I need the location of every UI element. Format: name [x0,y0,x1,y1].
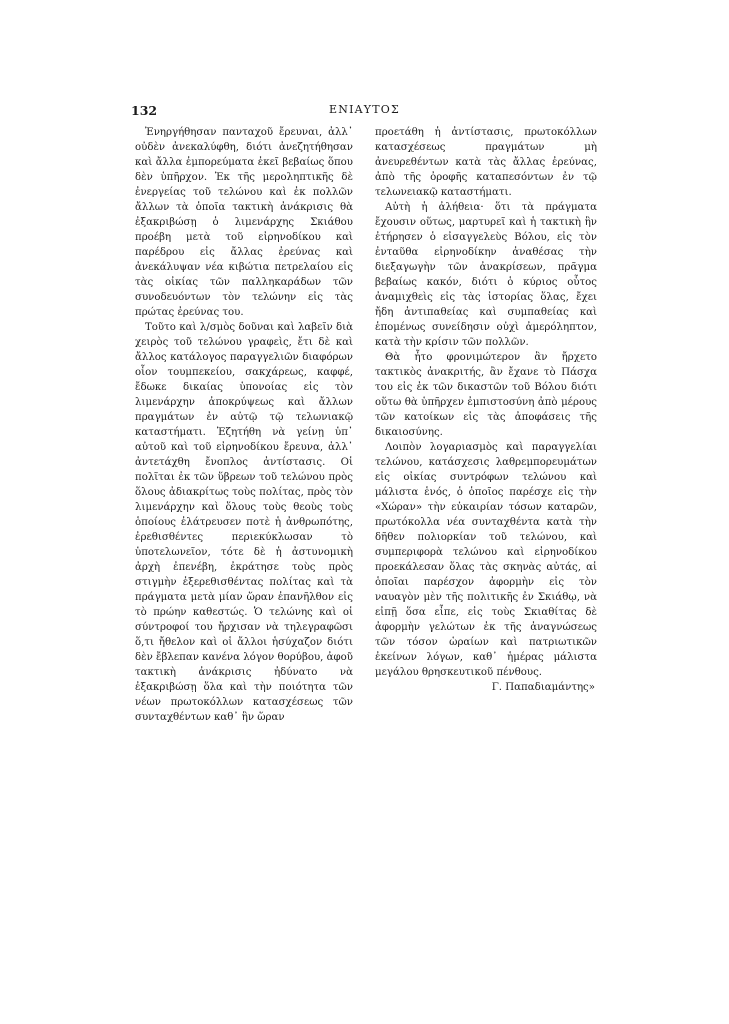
paragraph: προετάθη ἡ ἀντίστασις, πρωτοκόλλων κατασχέσεως πραγμάτων μὴ ἀνευρεθέντων κατὰ τὰς ἄλλας ἐρεύνας, ἀπὸ τῆς ὀροφῆς καταπεσόντων ἐν τῷ τελωνειακῷ καταστήματι. [375,127,597,198]
right-text-column [375,125,597,695]
running-head: ΕΝΙΑΥΤΟΣ [329,103,400,116]
paragraph: Λοιπὸν λογαριασμὸς καὶ παραγγελίαι τελώνου, κατάσχεσις λαθρεμπορευμάτων εἰς οἰκίας συντρόφων τελώνου καὶ μάλιστα ἑνός, ὁ ὁποῖος παρέσχε εἰς τὴν «Χώραν» τὴν εὐκαιρίαν τόσων καταρῶν, πρωτόκολλα νέα συνταχθέντα κατὰ τὴν δῆθεν πολιορκίαν τοῦ τελώνου, καὶ συμπεριφορὰ τελώνου καὶ εἰρηνοδίκου προεκάλεσαν ὅλας τὰς σκηνὰς αὐτάς, αἱ ὁποῖαι παρέσχον ἀφορμὴν εἰς τὸν ναυαγὸν μὲν τῆς πολιτικῆς ἐν Σκιάθῳ, νὰ εἰπῇ ὅσα εἶπε, εἰς τοὺς Σκιαθίτας δὲ ἀφορμὴν γελώτων ἐκ τῆς ἀναγνώσεως τῶν τόσον ὡραίων καὶ πατριωτικῶν ἐκείνων λόγων, καθ᾽ ἡμέρας μάλιστα μεγάλου θρησκευτικοῦ πένθους. [375,442,597,678]
page-number: 132 [131,103,158,118]
paragraph: Θὰ ἦτο φρονιμώτερον ἂν ἤρχετο τακτικὸς ἀνακριτής, ἂν ἔχανε τὸ Πάσχα του εἰς ἐκ τῶν δικαστῶν τοῦ Βόλου διότι οὕτω θὰ ὑπῆρχεν ἐμπιστοσύνη ἀπὸ μέρους τῶν κατοίκων εἰς τὰς ἀποφάσεις τῆς δικαιοσύνης. [375,352,597,438]
paragraph: Αὐτὴ ἡ ἀλήθεια· ὅτι τὰ πράγματα ἔχουσιν οὕτως, μαρτυρεῖ καὶ ἡ τακτικὴ ἣν ἐτήρησεν ὁ εἰσαγγελεὺς Βόλου, εἰς τὸν ἐνταῦθα εἰρηνοδίκην ἀναθέσας τὴν διεξαγωγὴν τῶν ἀνακρίσεων, πρᾶγμα βεβαίως κακόν, διότι ὁ κύριος οὗτος ἀναμιχθεὶς εἰς τὰς ἱστορίας ὅλας, ἔχει ἤδη ἀντιπαθείας καὶ συμπαθείας καὶ ἑπομένως συνείδησιν οὐχὶ ἀμερόληπτον, κατὰ τὴν κρίσιν τῶν πολλῶν. [375,202,597,348]
page-header [131,103,598,121]
paragraph: Τοῦτο καὶ λ/σμὸς δοῦναι καὶ λαβεῖν διὰ χειρὸς τοῦ τελώνου γραφεὶς, ἔτι δὲ καὶ ἄλλος κατάλογος παραγγελιῶν διαφόρων οἷον τουμπεκείου, σακχάρεως, καφφέ, ἔδωκε δικαίας ὑπονοίας εἰς τὸν λιμενάρχην ἀποκρύψεως καὶ ἄλλων πραγμάτων ἐν αὐτῷ τῷ τελωνιακῷ καταστήματι. Ἐζητήθη νὰ γείνῃ ὑπ᾽ αὐτοῦ καὶ τοῦ εἰρηνοδίκου ἔρευνα, ἀλλ᾽ ἀντετάχθη ἔνοπλος ἀντίστασις. Οἱ πολῖται ἐκ τῶν ὕβρεων τοῦ τελώνου πρὸς ὅλους ἀδιακρίτως τοὺς πολίτας, πρὸς τὸν λιμενάρχην καὶ ὅλους τοὺς θεοὺς τοὺς ὁποίους ἐλάτρευσεν ποτὲ ἡ ἀνθρωπότης, ἐρεθισθέντες περιεκύκλωσαν τὸ ὑποτελωνεῖον, τότε δὲ ἡ ἀστυνομικὴ ἀρχὴ ἐπενέβη, ἐκράτησε τοὺς πρὸς στιγμὴν ἐξερεθισθέντας πολίτας καὶ τὰ πράγματα μετὰ μίαν ὥραν ἐπανῆλθον εἰς τὸ πρώην καθεστώς. Ὁ τελώνης καὶ οἱ σύντροφοί του ἤρχισαν νὰ τηλεγραφῶσι ὅ,τι ἤθελον καὶ οἱ ἄλλοι ἡσύχαζον διότι δὲν ἔβλεπαν κανένα λόγον θορύβου, ἀφοῦ τακτικὴ ἀνάκρισις ἠδύνατο νὰ ἐξακριβώσῃ ὅλα καὶ τὴν ποιότητα τῶν νέων πρωτοκόλλων κατασχέσεως τῶν συνταχθέντων καθ᾽ ἣν ὥραν [135,322,353,723]
author-signature: Γ. Παπαδιαμάντης» [491,682,595,693]
paragraph: Ἐνηργήθησαν πανταχοῦ ἔρευναι, ἀλλ᾽ οὐδὲν ἀνεκαλύφθη, διότι ἀνεζητήθησαν καὶ ἄλλα ἐμπορεύματα ἐκεῖ βεβαίως ὅπου δὲν ὑπῆρχον. Ἐκ τῆς μεροληπτικῆς δὲ ἐνεργείας τοῦ τελώνου καὶ ἐκ πολλῶν ἄλλων τὰ ὁποῖα τακτικὴ ἀνάκρισις θὰ ἐξακριβώσῃ ὁ λιμενάρχης Σκιάθου προέβη μετὰ τοῦ εἰρηνοδίκου καὶ παρέδρου εἰς ἄλλας ἐρεύνας καὶ ἀνεκάλυψαν νέα κιβώτια πετρελαίου εἰς τὰς οἰκίας τῶν παλληκαράδων τῶν συνοδευόντων τὸν τελώνην εἰς τὰς πρώτας ἐρεύνας του. [135,127,353,318]
left-text-column [135,125,353,725]
